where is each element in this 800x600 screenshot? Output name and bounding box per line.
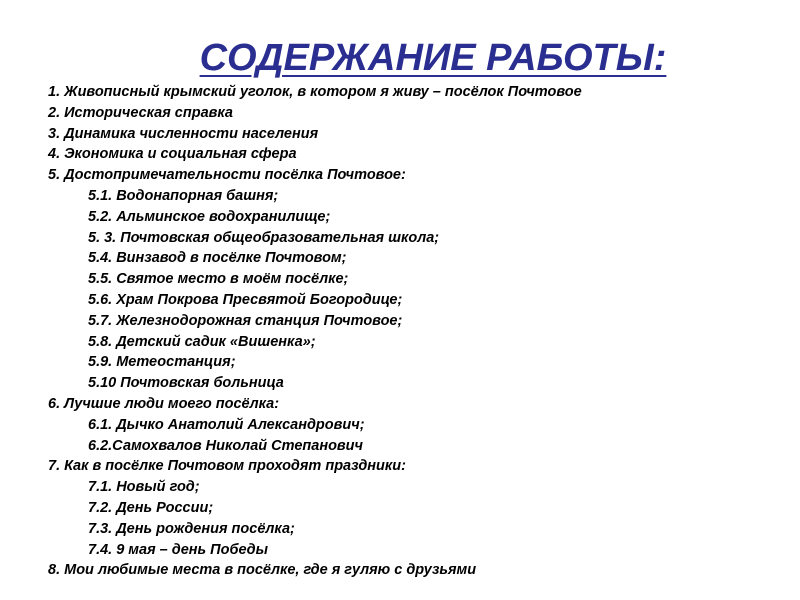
toc-subitem: 7.1. Новый год; [88, 479, 200, 496]
toc-item: 4. Экономика и социальная сфера [48, 146, 297, 163]
toc-subitem: 5.10 Почтовская больница [88, 375, 284, 392]
toc-subitem: 5. 3. Почтовская общеобразовательная школа; [88, 229, 440, 246]
toc-subitem: 5.9. Метеостанция; [88, 354, 236, 371]
toc-item: 6. Лучшие люди моего посёлка: [48, 395, 280, 412]
toc-item: 1. Живописный крымский уголок, в котором я живу – посёлок Почтовое [48, 84, 582, 100]
toc-item: 8. Мои любимые места в посёлке, где я гуляю с друзьями [48, 562, 477, 579]
toc-item: 2. Историческая справка [48, 104, 233, 121]
toc-subitem: 5.8. Детский садик «Вишенка»; [88, 333, 316, 350]
toc-subitem: 5.5. Святое место в моём посёлке; [88, 271, 349, 288]
toc-subitem: 5.6. Храм Покрова Пресвятой Богородице; [88, 291, 403, 308]
toc-subitem: 6.2.Самохвалов Николай Степанович [88, 437, 363, 454]
toc-subitem: 5.1. Водонапорная башня; [88, 187, 279, 204]
page-title: СОДЕРЖАНИЕ РАБОТЫ: [199, 37, 667, 79]
toc-item: 3. Динамика численности населения [48, 125, 319, 142]
toc-item: 5. Достопримечательности посёлка Почтовое: [48, 167, 406, 184]
table-of-contents [48, 82, 788, 581]
toc-subitem: 5.4. Винзавод в посёлке Почтовом; [88, 250, 347, 267]
toc-subitem: 7.4. 9 мая – день Победы [88, 541, 269, 558]
toc-subitem: 7.3. День рождения посёлка; [88, 520, 295, 537]
toc-item: 7. Как в посёлке Почтовом проходят праздники: [48, 458, 406, 475]
toc-subitem: 5.7. Железнодорожная станция Почтовое; [88, 312, 403, 329]
toc-subitem: 5.2. Альминское водохранилище; [88, 208, 331, 225]
toc-subitem: 7.2. День России; [88, 499, 214, 516]
toc-subitem: 6.1. Дычко Анатолий Александрович; [88, 416, 365, 433]
